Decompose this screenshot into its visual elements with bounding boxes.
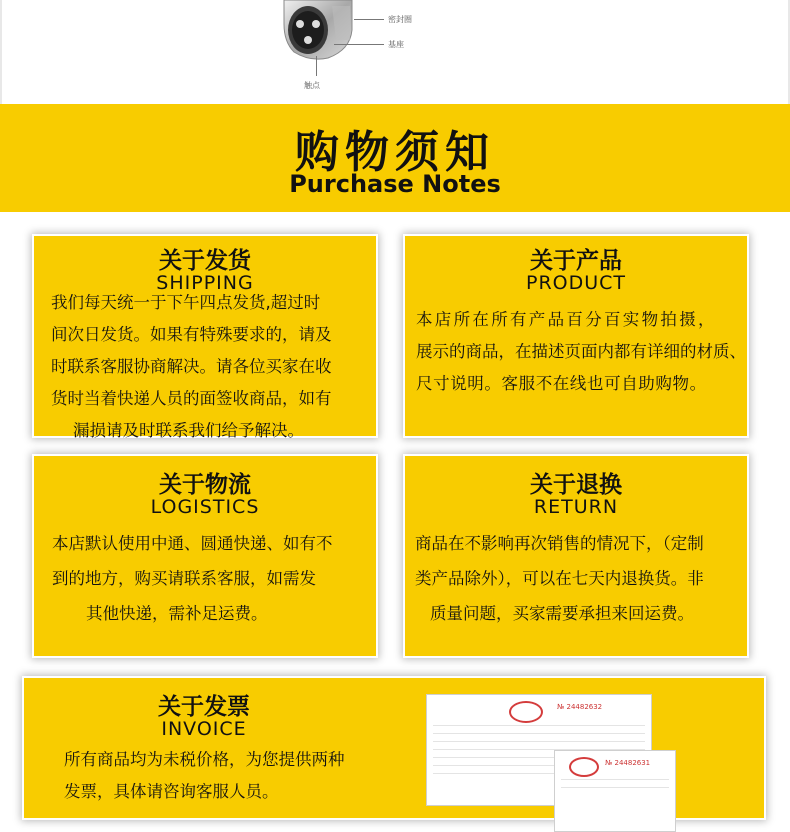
- body-line: 尺寸说明。客服不在线也可自助购物。: [416, 374, 707, 393]
- card-title: 关于物流: [159, 472, 251, 498]
- label-seal-ring: 密封圈: [388, 15, 412, 24]
- label-contact: 触点: [304, 81, 320, 90]
- invoice-number: № 24482631: [605, 759, 651, 767]
- leader-line: [316, 56, 317, 76]
- card-return: [405, 456, 747, 656]
- card-body: [415, 526, 704, 631]
- body-line: 到的地方，购买请联系客服，如需发: [52, 569, 316, 588]
- card-logistics: [34, 456, 376, 656]
- leader-line: [354, 19, 384, 20]
- body-line: 本店所在所有产品百分百实物拍摄，: [416, 310, 717, 329]
- card-body: [64, 744, 345, 808]
- header-title-en: Purchase Notes: [289, 170, 501, 198]
- body-line: 商品在不影响再次销售的情况下，（定制: [415, 534, 704, 553]
- invoice-stamp: [569, 757, 599, 777]
- body-line: 本店默认使用中通、圆通快递、如有不: [52, 534, 333, 553]
- product-image-strip: [0, 0, 790, 104]
- body-line: 所有商品均为未税价格，为您提供两种: [64, 750, 345, 769]
- body-line: 货时当着快递人员的面签收商品，如有: [51, 389, 332, 408]
- card-body: [416, 304, 746, 400]
- body-line: 其他快递，需补足运费。: [86, 604, 268, 623]
- card-subtitle: LOGISTICS: [150, 496, 260, 518]
- body-line: 间次日发货。如果有特殊要求的，请及: [51, 325, 332, 344]
- card-shipping: [34, 236, 376, 440]
- card-product: [405, 236, 747, 436]
- card-subtitle: PRODUCT: [525, 272, 627, 294]
- card-subtitle: RETURN: [533, 496, 619, 518]
- invoice-stamp: [509, 701, 543, 723]
- card-title: 关于发票: [158, 694, 250, 720]
- card-invoice: [24, 678, 764, 818]
- body-line: 质量问题，买家需要承担来回运费。: [430, 604, 694, 623]
- card-subtitle: INVOICE: [161, 718, 247, 740]
- body-line: 类产品除外），可以在七天内退换货。非: [415, 569, 704, 588]
- xlr-connector-image: [280, 0, 356, 62]
- card-subtitle: SHIPPING: [156, 272, 254, 294]
- body-line: 时联系客服协商解决。请各位买家在收: [51, 357, 332, 376]
- body-line: 展示的商品，在描述页面内都有详细的材质、: [416, 342, 746, 361]
- body-line: 漏损请及时联系我们给予解决。: [73, 421, 304, 440]
- card-body: [52, 526, 333, 631]
- body-line: 发票，具体请咨询客服人员。: [64, 782, 279, 801]
- card-title: 关于退换: [530, 472, 622, 498]
- card-title: 关于发货: [159, 248, 251, 274]
- invoice-number: № 24482632: [557, 703, 603, 711]
- invoice-sample-image: [554, 750, 676, 832]
- label-base: 基座: [388, 40, 404, 49]
- card-title: 关于产品: [530, 248, 622, 274]
- body-line: 我们每天统一于下午四点发货,超过时: [51, 293, 321, 312]
- card-body: [51, 287, 332, 447]
- leader-line: [334, 44, 384, 45]
- header-title-cn: 购物须知: [295, 127, 495, 178]
